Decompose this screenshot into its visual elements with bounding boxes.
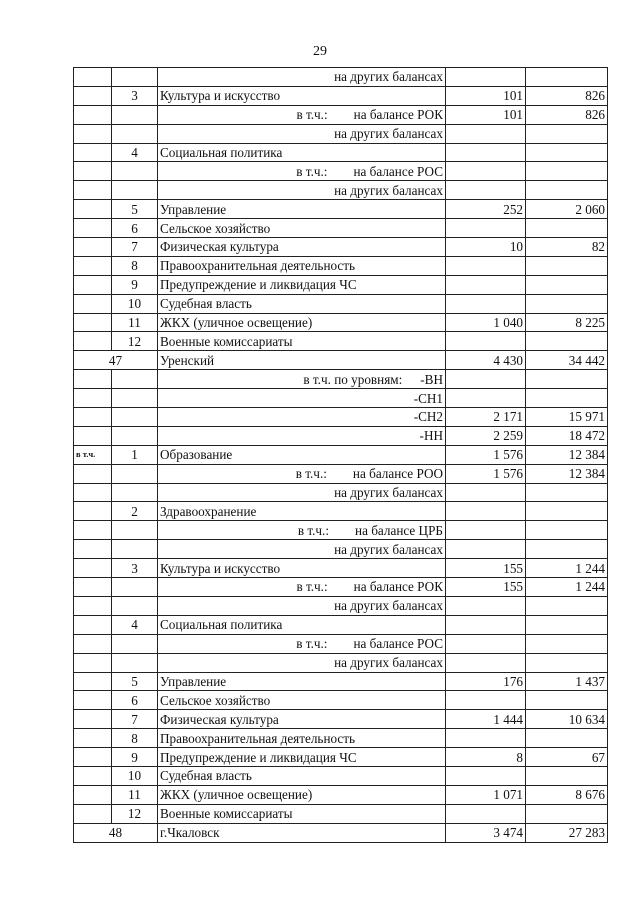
- item-number-cell: 11: [112, 313, 158, 332]
- level-subrow-cell: [158, 389, 446, 408]
- subrow-label: в т.ч.:: [296, 107, 328, 123]
- prefix-cell: [74, 105, 112, 124]
- subrow-name: на балансе РОС: [353, 636, 443, 652]
- value-2-cell: [526, 615, 608, 634]
- subrow-name: на других балансах: [334, 655, 443, 671]
- value-1-cell: 155: [446, 559, 526, 578]
- value-2-cell: 82: [526, 238, 608, 257]
- item-number-cell: 9: [112, 275, 158, 294]
- value-2-cell: [526, 804, 608, 823]
- balance-subrow-cell: [158, 483, 446, 502]
- item-number-cell: [112, 426, 158, 445]
- item-name-cell: Сельское хозяйство: [158, 691, 446, 710]
- value-1-cell: [446, 124, 526, 143]
- prefix-cell: [74, 691, 112, 710]
- subrow-name: на балансе ЦРБ: [355, 522, 443, 538]
- value-1-cell: [446, 540, 526, 559]
- balance-subrow-cell: [158, 653, 446, 672]
- prefix-cell: [74, 408, 112, 427]
- subrow-name: на других балансах: [334, 598, 443, 614]
- item-name-cell: Социальная политика: [158, 143, 446, 162]
- subrow-name: на других балансах: [334, 541, 443, 557]
- table-row: [74, 748, 608, 767]
- item-number-cell: [112, 124, 158, 143]
- table-row: [74, 483, 608, 502]
- table-row: [74, 502, 608, 521]
- item-number-cell: [112, 653, 158, 672]
- value-1-cell: [446, 521, 526, 540]
- table-row: [74, 143, 608, 162]
- item-number-cell: [112, 578, 158, 597]
- value-1-cell: [446, 68, 526, 87]
- value-1-cell: [446, 219, 526, 238]
- value-1-cell: 1 576: [446, 445, 526, 464]
- level-subrow-cell: [158, 370, 446, 389]
- subrow-name: на балансе РОК: [353, 107, 443, 123]
- value-1-cell: 101: [446, 105, 526, 124]
- item-number-cell: 3: [112, 559, 158, 578]
- item-number-cell: 2: [112, 502, 158, 521]
- balance-subrow-cell: [158, 105, 446, 124]
- item-name-cell: Образование: [158, 445, 446, 464]
- prefix-cell: [74, 502, 112, 521]
- table-row: [74, 105, 608, 124]
- subrow-name: -НН: [419, 428, 443, 444]
- value-1-cell: [446, 596, 526, 615]
- level-subrow-cell: [158, 408, 446, 427]
- value-1-cell: [446, 804, 526, 823]
- item-number-cell: [112, 483, 158, 502]
- value-1-cell: [446, 332, 526, 351]
- value-1-cell: 1 071: [446, 785, 526, 804]
- prefix-cell: [74, 634, 112, 653]
- item-number-cell: 1: [112, 445, 158, 464]
- value-2-cell: 8 676: [526, 785, 608, 804]
- item-number-cell: 6: [112, 219, 158, 238]
- value-1-cell: 252: [446, 200, 526, 219]
- item-number-cell: 5: [112, 672, 158, 691]
- value-1-cell: 8: [446, 748, 526, 767]
- subrow-label: в т.ч. по уровням:: [303, 371, 403, 387]
- value-2-cell: 18 472: [526, 426, 608, 445]
- level-subrow-cell: [158, 426, 446, 445]
- item-name-cell: ЖКХ (уличное освещение): [158, 785, 446, 804]
- value-1-cell: 4 430: [446, 351, 526, 370]
- balance-subrow-cell: [158, 124, 446, 143]
- prefix-cell: [74, 256, 112, 275]
- prefix-cell: [74, 672, 112, 691]
- value-1-cell: [446, 256, 526, 275]
- prefix-cell: [74, 559, 112, 578]
- table-row: [74, 275, 608, 294]
- value-2-cell: 12 384: [526, 464, 608, 483]
- value-2-cell: [526, 332, 608, 351]
- table-row: [74, 408, 608, 427]
- balance-subrow-cell: [158, 521, 446, 540]
- value-2-cell: [526, 124, 608, 143]
- value-1-cell: 2 259: [446, 426, 526, 445]
- table-row: [74, 804, 608, 823]
- prefix-cell: [74, 521, 112, 540]
- region-number-cell: 47: [74, 351, 158, 370]
- item-number-cell: 11: [112, 785, 158, 804]
- data-table: [73, 67, 608, 843]
- table-row: [74, 124, 608, 143]
- value-1-cell: 101: [446, 86, 526, 105]
- value-2-cell: [526, 521, 608, 540]
- table-row: [74, 729, 608, 748]
- item-number-cell: 10: [112, 294, 158, 313]
- prefix-cell: [74, 143, 112, 162]
- value-1-cell: 155: [446, 578, 526, 597]
- prefix-cell: [74, 804, 112, 823]
- value-1-cell: [446, 389, 526, 408]
- balance-subrow-cell: [158, 464, 446, 483]
- value-2-cell: [526, 219, 608, 238]
- item-number-cell: [112, 181, 158, 200]
- value-2-cell: 1 244: [526, 559, 608, 578]
- value-1-cell: 1 040: [446, 313, 526, 332]
- prefix-cell: [74, 578, 112, 597]
- balance-subrow-cell: [158, 634, 446, 653]
- item-number-cell: 8: [112, 256, 158, 275]
- subrow-label: в т.ч.:: [295, 466, 327, 482]
- value-2-cell: [526, 483, 608, 502]
- item-name-cell: Сельское хозяйство: [158, 219, 446, 238]
- item-name-cell: Управление: [158, 200, 446, 219]
- item-number-cell: [112, 540, 158, 559]
- subrow-label: в т.ч.:: [297, 522, 330, 538]
- table-row: [74, 294, 608, 313]
- item-name-cell: Физическая культура: [158, 710, 446, 729]
- prefix-cell: [74, 219, 112, 238]
- subrow-label: в т.ч.:: [296, 163, 328, 179]
- item-number-cell: 5: [112, 200, 158, 219]
- value-2-cell: [526, 370, 608, 389]
- balance-subrow-cell: [158, 578, 446, 597]
- prefix-cell: [74, 275, 112, 294]
- item-number-cell: [112, 68, 158, 87]
- item-name-cell: Культура и искусство: [158, 86, 446, 105]
- subrow-name: -СН2: [413, 409, 443, 425]
- table-row: [74, 634, 608, 653]
- table-row: [74, 389, 608, 408]
- value-1-cell: 10: [446, 238, 526, 257]
- prefix-cell: [74, 748, 112, 767]
- prefix-cell: [74, 68, 112, 87]
- table-row: [74, 370, 608, 389]
- value-2-cell: [526, 389, 608, 408]
- table-row: [74, 256, 608, 275]
- item-name-cell: Правоохранительная деятельность: [158, 256, 446, 275]
- prefix-cell: [74, 766, 112, 785]
- subrow-name: на балансе РОО: [352, 466, 443, 482]
- prefix-cell: [74, 294, 112, 313]
- value-1-cell: [446, 634, 526, 653]
- table-row: [74, 445, 608, 464]
- value-2-cell: [526, 596, 608, 615]
- table-row: [74, 351, 608, 370]
- table-row: [74, 200, 608, 219]
- value-2-cell: [526, 256, 608, 275]
- table-row: [74, 653, 608, 672]
- item-number-cell: [112, 634, 158, 653]
- item-name-cell: Предупреждение и ликвидация ЧС: [158, 275, 446, 294]
- value-2-cell: [526, 162, 608, 181]
- item-name-cell: Судебная власть: [158, 294, 446, 313]
- subrow-name: на других балансах: [334, 182, 443, 198]
- table-row: [74, 710, 608, 729]
- subrow-name: на других балансах: [334, 69, 443, 85]
- value-2-cell: 826: [526, 86, 608, 105]
- value-2-cell: [526, 275, 608, 294]
- table-row: [74, 332, 608, 351]
- value-2-cell: 826: [526, 105, 608, 124]
- subrow-name: -ВН: [420, 371, 443, 387]
- prefix-cell: [74, 483, 112, 502]
- value-2-cell: [526, 294, 608, 313]
- item-number-cell: 7: [112, 710, 158, 729]
- prefix-cell: [74, 162, 112, 181]
- prefix-cell: [74, 426, 112, 445]
- value-1-cell: [446, 691, 526, 710]
- balance-subrow-cell: [158, 181, 446, 200]
- table-row: [74, 181, 608, 200]
- subrow-name: на балансе РОК: [353, 579, 443, 595]
- table-row: [74, 238, 608, 257]
- value-1-cell: 1 444: [446, 710, 526, 729]
- value-2-cell: [526, 540, 608, 559]
- value-2-cell: [526, 653, 608, 672]
- subrow-name: -СН1: [413, 390, 443, 406]
- value-2-cell: [526, 766, 608, 785]
- table-row: [74, 464, 608, 483]
- value-1-cell: [446, 483, 526, 502]
- table-row: [74, 823, 608, 842]
- prefix-cell: [74, 86, 112, 105]
- item-name-cell: Военные комиссариаты: [158, 332, 446, 351]
- item-number-cell: [112, 521, 158, 540]
- prefix-cell: [74, 389, 112, 408]
- value-1-cell: [446, 502, 526, 521]
- item-number-cell: [112, 408, 158, 427]
- prefix-cell: [74, 370, 112, 389]
- table-row: [74, 521, 608, 540]
- table-row: [74, 426, 608, 445]
- value-2-cell: 15 971: [526, 408, 608, 427]
- value-1-cell: [446, 162, 526, 181]
- balance-subrow-cell: [158, 68, 446, 87]
- value-2-cell: 2 060: [526, 200, 608, 219]
- prefix-cell: [74, 540, 112, 559]
- prefix-cell: [74, 238, 112, 257]
- item-number-cell: 4: [112, 143, 158, 162]
- value-2-cell: 12 384: [526, 445, 608, 464]
- table-row: [74, 219, 608, 238]
- item-number-cell: [112, 389, 158, 408]
- item-number-cell: [112, 105, 158, 124]
- table-row: [74, 68, 608, 87]
- balance-subrow-cell: [158, 596, 446, 615]
- item-number-cell: [112, 464, 158, 483]
- item-name-cell: Здравоохранение: [158, 502, 446, 521]
- prefix-cell: [74, 332, 112, 351]
- value-2-cell: [526, 729, 608, 748]
- item-number-cell: [112, 596, 158, 615]
- table-row: [74, 559, 608, 578]
- item-name-cell: Судебная власть: [158, 766, 446, 785]
- value-2-cell: [526, 502, 608, 521]
- prefix-cell: [74, 785, 112, 804]
- table-row: [74, 540, 608, 559]
- item-number-cell: [112, 162, 158, 181]
- value-2-cell: [526, 143, 608, 162]
- subrow-name: на балансе РОС: [353, 163, 443, 179]
- value-1-cell: 2 171: [446, 408, 526, 427]
- value-1-cell: [446, 181, 526, 200]
- balance-subrow-cell: [158, 162, 446, 181]
- value-2-cell: 27 283: [526, 823, 608, 842]
- item-name-cell: Предупреждение и ликвидация ЧС: [158, 748, 446, 767]
- subrow-label: в т.ч.:: [296, 579, 328, 595]
- value-1-cell: 3 474: [446, 823, 526, 842]
- value-2-cell: 8 225: [526, 313, 608, 332]
- prefix-cell: [74, 313, 112, 332]
- value-1-cell: [446, 275, 526, 294]
- value-1-cell: 176: [446, 672, 526, 691]
- page-number: 29: [313, 44, 327, 59]
- prefix-cell: [74, 653, 112, 672]
- value-2-cell: 1 244: [526, 578, 608, 597]
- table-row: [74, 766, 608, 785]
- subrow-label: в т.ч.:: [296, 636, 328, 652]
- value-2-cell: [526, 691, 608, 710]
- balance-subrow-cell: [158, 540, 446, 559]
- table-row: [74, 578, 608, 597]
- value-1-cell: 1 576: [446, 464, 526, 483]
- item-number-cell: 3: [112, 86, 158, 105]
- table-row: [74, 313, 608, 332]
- value-2-cell: [526, 68, 608, 87]
- item-name-cell: ЖКХ (уличное освещение): [158, 313, 446, 332]
- table-row: [74, 691, 608, 710]
- table-row: [74, 86, 608, 105]
- item-number-cell: 10: [112, 766, 158, 785]
- item-number-cell: [112, 370, 158, 389]
- value-1-cell: [446, 729, 526, 748]
- value-1-cell: [446, 653, 526, 672]
- subrow-name: на других балансах: [334, 485, 443, 501]
- value-2-cell: 67: [526, 748, 608, 767]
- item-name-cell: Военные комиссариаты: [158, 804, 446, 823]
- item-number-cell: 7: [112, 238, 158, 257]
- table-row: [74, 672, 608, 691]
- table-row: [74, 785, 608, 804]
- item-name-cell: Культура и искусство: [158, 559, 446, 578]
- table-row: [74, 615, 608, 634]
- value-2-cell: [526, 634, 608, 653]
- prefix-cell: [74, 200, 112, 219]
- region-name-cell: г.Чкаловск: [158, 823, 446, 842]
- region-number-cell: 48: [74, 823, 158, 842]
- item-number-cell: 12: [112, 804, 158, 823]
- value-1-cell: [446, 143, 526, 162]
- prefix-cell: [74, 729, 112, 748]
- table-row: [74, 162, 608, 181]
- value-1-cell: [446, 766, 526, 785]
- table-row: [74, 596, 608, 615]
- item-number-cell: 4: [112, 615, 158, 634]
- item-name-cell: Правоохранительная деятельность: [158, 729, 446, 748]
- prefix-cell: [74, 181, 112, 200]
- value-1-cell: [446, 294, 526, 313]
- prefix-cell: [74, 464, 112, 483]
- prefix-cell: [74, 124, 112, 143]
- item-number-cell: 12: [112, 332, 158, 351]
- item-name-cell: Физическая культура: [158, 238, 446, 257]
- prefix-cell: [74, 615, 112, 634]
- item-number-cell: 9: [112, 748, 158, 767]
- value-2-cell: 1 437: [526, 672, 608, 691]
- value-1-cell: [446, 370, 526, 389]
- item-number-cell: 6: [112, 691, 158, 710]
- value-2-cell: 10 634: [526, 710, 608, 729]
- subrow-name: на других балансах: [334, 126, 443, 142]
- table-body: [74, 68, 608, 843]
- region-name-cell: Уренский: [158, 351, 446, 370]
- prefix-cell: в т.ч.: [74, 445, 112, 464]
- prefix-cell: [74, 710, 112, 729]
- item-number-cell: 8: [112, 729, 158, 748]
- prefix-cell: [74, 596, 112, 615]
- value-2-cell: 34 442: [526, 351, 608, 370]
- item-name-cell: Управление: [158, 672, 446, 691]
- item-name-cell: Социальная политика: [158, 615, 446, 634]
- value-1-cell: [446, 615, 526, 634]
- value-2-cell: [526, 181, 608, 200]
